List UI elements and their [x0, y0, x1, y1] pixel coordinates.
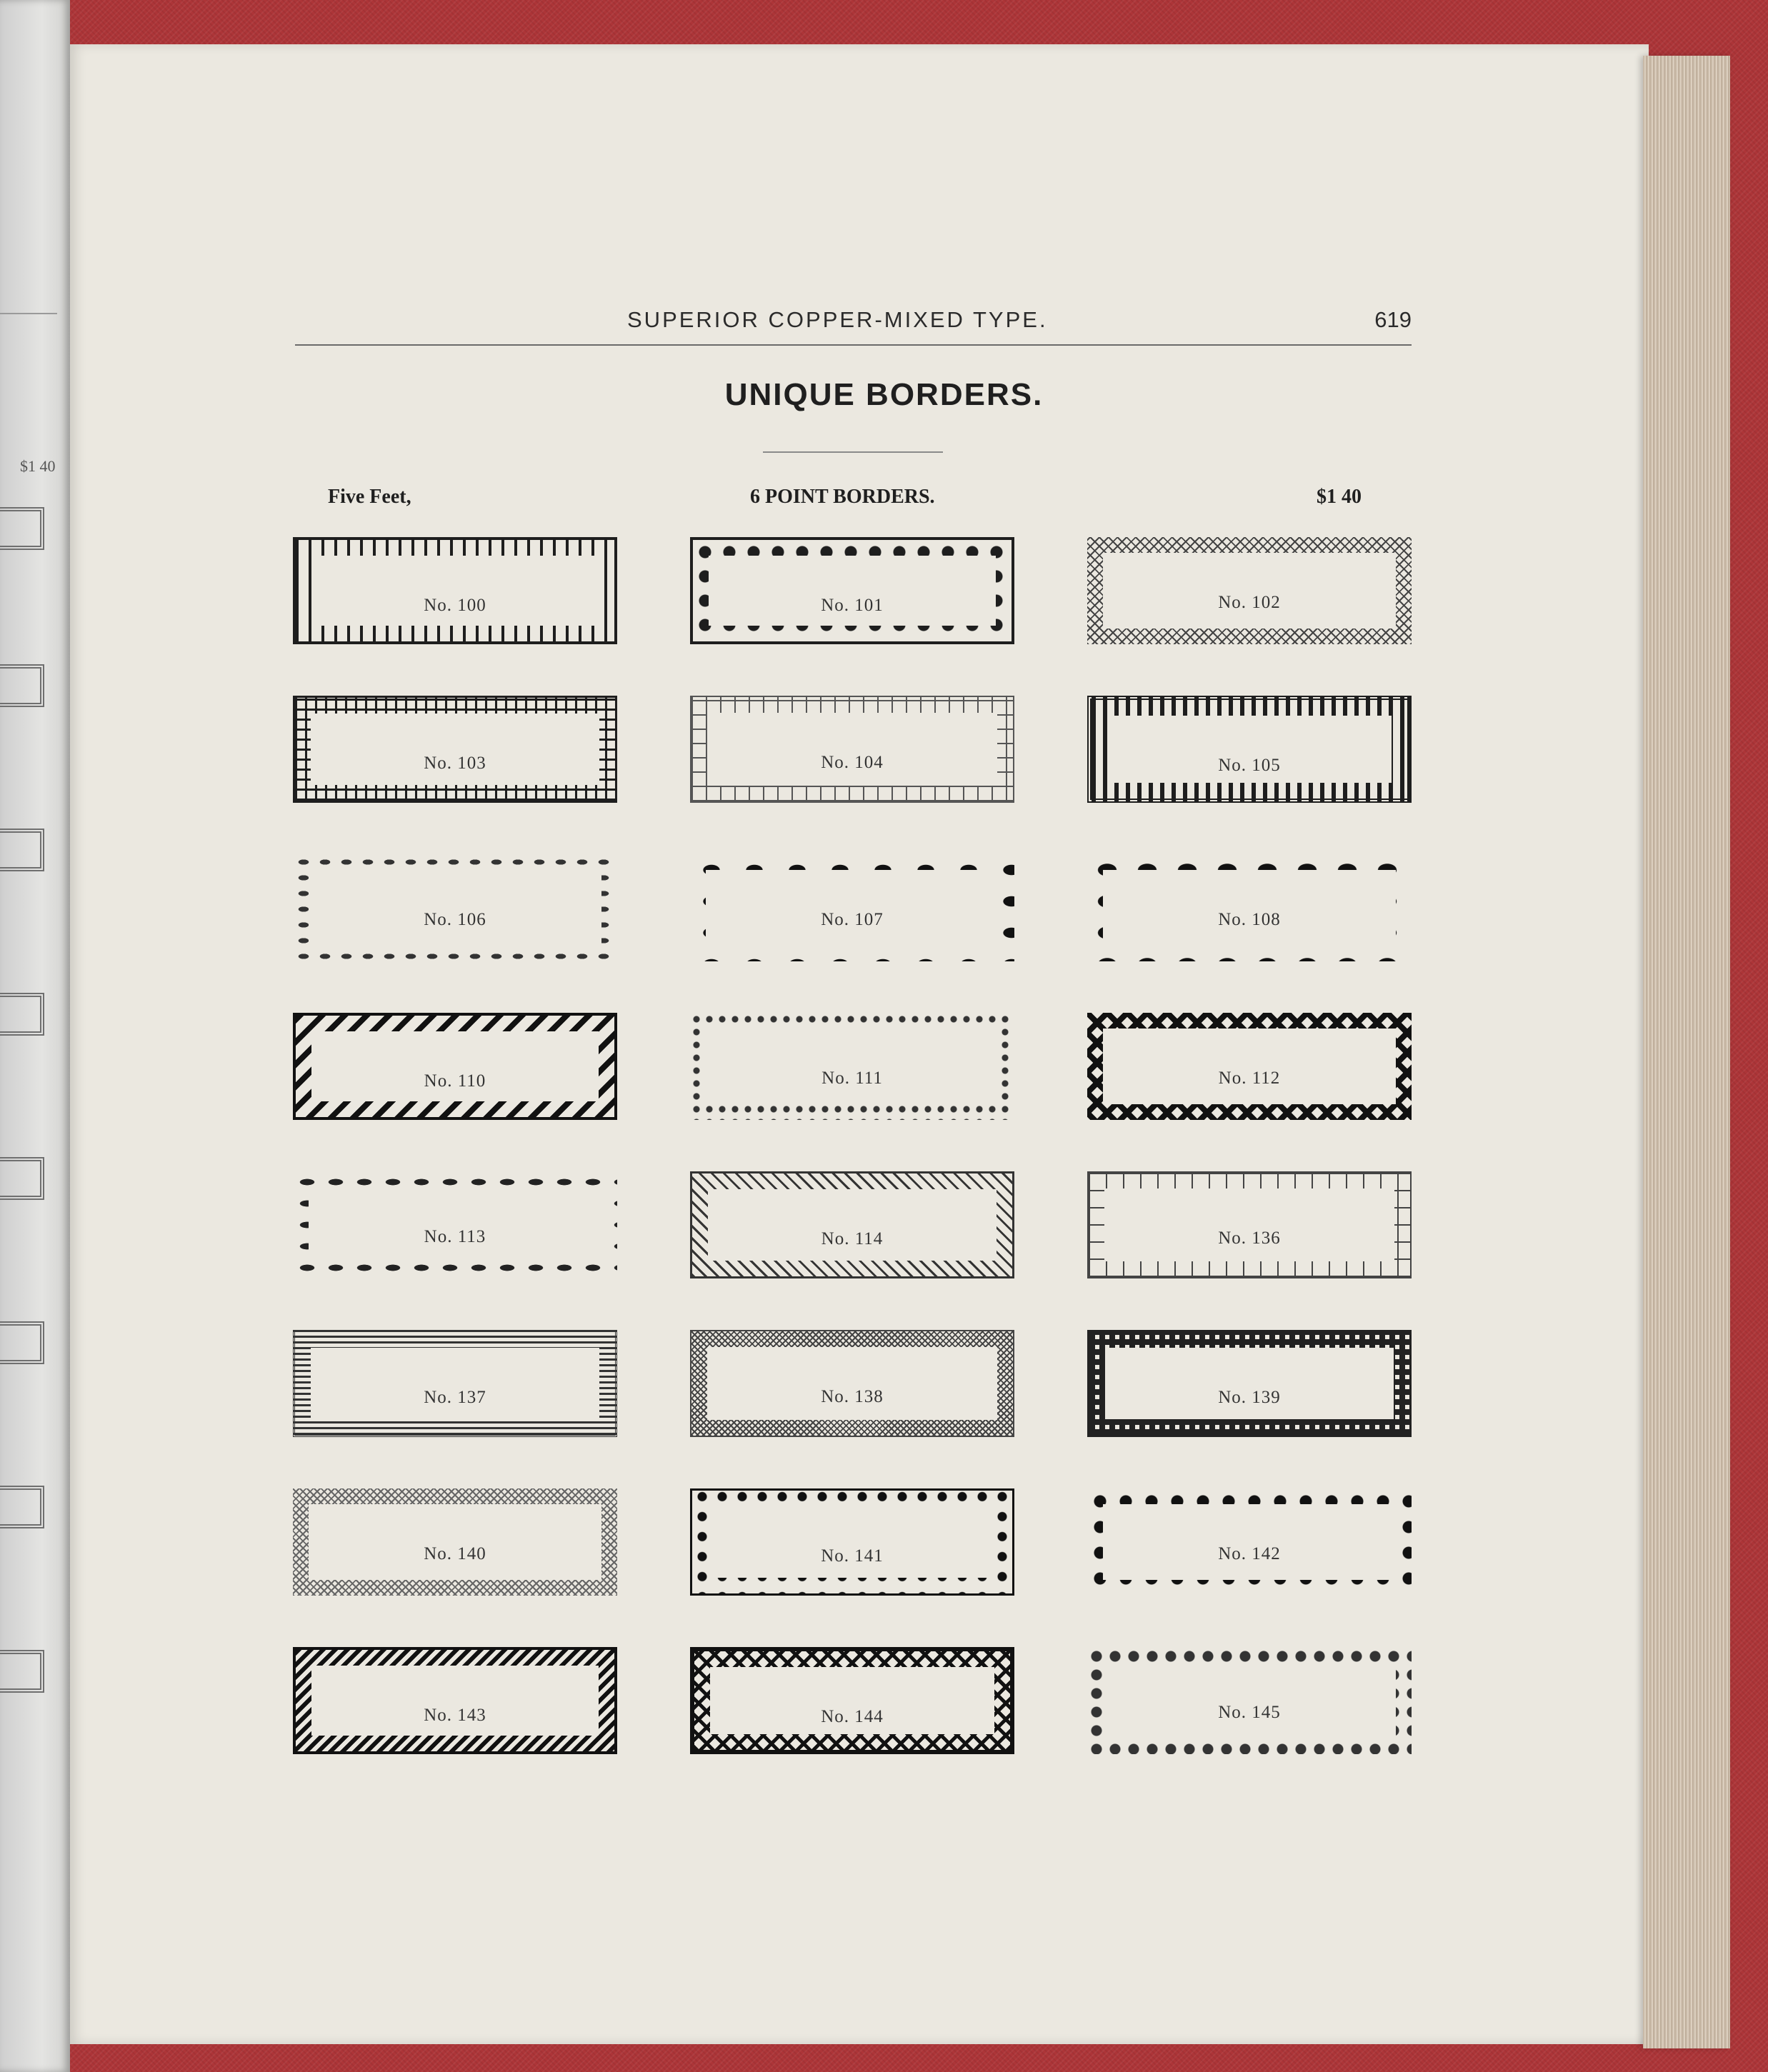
page-title: UNIQUE BORDERS. — [724, 377, 1044, 412]
specimen-inner-panel — [1103, 553, 1396, 629]
border-specimen — [293, 1330, 617, 1437]
border-specimen — [1087, 537, 1412, 644]
facing-border-fragment — [0, 1486, 44, 1528]
border-specimen — [690, 1013, 1014, 1120]
specimen-inner-panel — [706, 870, 999, 946]
border-specimen — [1087, 696, 1412, 803]
specimen-number: No. 140 — [424, 1544, 486, 1563]
specimen-number: No. 101 — [821, 596, 884, 615]
specimen-inner-panel — [709, 556, 996, 626]
specimen-inner-panel — [1104, 1188, 1394, 1261]
border-specimen — [690, 537, 1014, 644]
specimen-number: No. 102 — [1218, 593, 1281, 612]
border-specimen — [690, 1330, 1014, 1437]
specimen-inner-panel — [311, 1666, 599, 1736]
running-head — [295, 307, 1412, 346]
specimen-number: No. 113 — [424, 1227, 486, 1246]
border-specimen — [1087, 854, 1412, 961]
specimen-inner-panel — [1103, 1504, 1396, 1580]
specimen-number: No. 137 — [424, 1388, 486, 1407]
specimen-inner-panel — [311, 1031, 599, 1101]
border-specimen — [1087, 1013, 1412, 1120]
facing-border-fragment — [0, 1321, 44, 1364]
specimen-inner-panel — [309, 1187, 601, 1263]
page-number: 619 — [1374, 307, 1412, 332]
specimen-inner-panel — [708, 1189, 997, 1261]
specimen-number: No. 142 — [1218, 1544, 1281, 1563]
border-specimen — [293, 696, 617, 803]
specimen-inner-panel — [311, 1348, 599, 1419]
border-specimen — [1087, 1488, 1412, 1596]
specimen-number: No. 100 — [424, 596, 486, 615]
specimen-number: No. 106 — [424, 910, 486, 929]
page-block-edge — [1643, 56, 1730, 2048]
border-specimen-grid — [293, 537, 1412, 1751]
specimen-number: No. 145 — [1218, 1703, 1281, 1722]
specimen-number: No. 108 — [1218, 910, 1281, 929]
specimen-inner-panel — [1103, 1029, 1396, 1104]
specimen-number: No. 105 — [1218, 756, 1281, 775]
specimen-number: No. 103 — [424, 754, 486, 773]
facing-page-price: $1 40 — [20, 457, 56, 475]
specimen-inner-panel — [309, 1504, 601, 1580]
specimen-inner-panel — [311, 556, 599, 626]
specimen-number: No. 144 — [821, 1707, 884, 1726]
specimen-number: No. 138 — [821, 1387, 884, 1406]
specimen-inner-panel — [1103, 870, 1396, 946]
border-specimen — [293, 1013, 617, 1120]
length-label: Five Feet, — [328, 486, 411, 508]
specimen-inner-panel — [707, 713, 997, 786]
border-specimen — [293, 1171, 617, 1278]
facing-border-fragment — [0, 664, 44, 707]
facing-border-fragment — [0, 993, 44, 1036]
facing-page-rule — [0, 313, 57, 314]
specimen-number: No. 107 — [821, 910, 884, 929]
specimen-number: No. 110 — [424, 1071, 486, 1091]
border-specimen — [690, 1171, 1014, 1278]
border-specimen — [690, 1488, 1014, 1596]
price-label: $1 40 — [1317, 486, 1362, 508]
specimen-inner-panel — [1107, 716, 1392, 783]
border-specimen — [293, 537, 617, 644]
specimen-number: No. 139 — [1218, 1388, 1281, 1407]
specimen-number: No. 143 — [424, 1706, 486, 1725]
specimen-inner-panel — [1103, 1663, 1396, 1738]
specimen-number: No. 111 — [821, 1068, 883, 1088]
facing-border-fragment — [0, 829, 44, 871]
facing-border-fragment — [0, 507, 44, 550]
specimen-inner-panel — [708, 1506, 997, 1578]
specimen-inner-panel — [710, 1667, 994, 1734]
specimen-inner-panel — [1105, 1348, 1394, 1419]
specimen-number: No. 141 — [821, 1546, 884, 1566]
specimen-number: No. 112 — [1218, 1068, 1281, 1088]
facing-border-fragment — [0, 1157, 44, 1200]
border-specimen — [690, 696, 1014, 803]
border-specimen — [690, 1647, 1014, 1754]
border-specimen — [293, 1647, 617, 1754]
specimen-inner-panel — [707, 1347, 997, 1420]
specimen-number: No. 114 — [821, 1229, 884, 1248]
facing-page-edge — [0, 0, 70, 2072]
border-specimen — [1087, 1330, 1412, 1437]
specimen-number: No. 104 — [821, 753, 884, 772]
size-label: 6 POINT BORDERS. — [750, 486, 935, 508]
specimen-inner-panel — [309, 870, 601, 946]
specimen-inner-panel — [706, 1029, 999, 1104]
border-specimen — [293, 1488, 617, 1596]
specimen-number: No. 136 — [1218, 1228, 1281, 1248]
border-specimen — [690, 854, 1014, 961]
border-specimen — [293, 854, 617, 961]
title-underline — [763, 451, 943, 453]
running-title: SUPERIOR COPPER-MIXED TYPE. — [627, 307, 1048, 332]
border-specimen — [1087, 1647, 1412, 1754]
specimen-inner-panel — [311, 714, 599, 785]
border-specimen — [1087, 1171, 1412, 1278]
facing-border-fragment — [0, 1650, 44, 1693]
